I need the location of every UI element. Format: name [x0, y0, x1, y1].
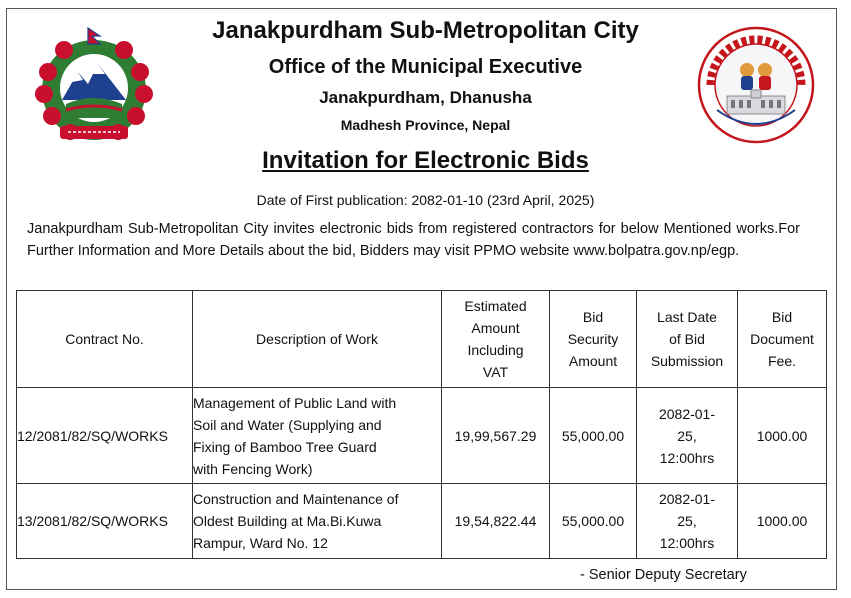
- cell-bid-security: 55,000.00: [550, 484, 637, 559]
- office-name: Office of the Municipal Executive: [268, 56, 583, 78]
- table-row: [17, 484, 827, 559]
- cell-description: Construction and Maintenance of Oldest Building at Ma.Bi.Kuwa Rampur, Ward No. 12: [193, 484, 442, 559]
- header-bid-security: Bid Security Amount: [550, 291, 637, 388]
- municipality-title: Janakpurdham Sub-Metropolitan City: [212, 17, 639, 44]
- cell-last-date: 2082-01- 25, 12:00hrs: [637, 388, 738, 484]
- cell-description: Management of Public Land with Soil and Water (Supplying and Fixing of Bamboo Tree Guard with Fencing Work): [193, 388, 442, 484]
- table-header-row: [17, 291, 827, 388]
- publication-date: Date of First publication: 2082-01-10 (23rd April, 2025): [256, 192, 595, 208]
- header-document-fee: Bid Document Fee.: [738, 291, 827, 388]
- header-estimated-amount: Estimated Amount Including VAT: [442, 291, 550, 388]
- cell-last-date: 2082-01- 25, 12:00hrs: [637, 484, 738, 559]
- table-row: [17, 388, 827, 484]
- signature-line: - Senior Deputy Secretary: [580, 567, 747, 583]
- intro-paragraph: Janakpurdham Sub-Metropolitan City invites electronic bids from registered contractors for below Mentioned works.For Further Information and More Details about the bid, Bidders may visit PPMO website www.bolpatra.gov.np/egp.: [27, 221, 800, 259]
- cell-document-fee: 1000.00: [738, 388, 827, 484]
- cell-document-fee: 1000.00: [738, 484, 827, 559]
- notice-title: Invitation for Electronic Bids: [262, 147, 589, 174]
- cell-bid-security: 55,000.00: [550, 388, 637, 484]
- header-description: Description of Work: [193, 291, 442, 388]
- header-contract-no: Contract No.: [17, 291, 193, 388]
- header-last-date: Last Date of Bid Submission: [637, 291, 738, 388]
- province-name: Madhesh Province, Nepal: [340, 117, 511, 133]
- cell-contract-no: 13/2081/82/SQ/WORKS: [17, 484, 193, 559]
- bids-table: [16, 290, 827, 559]
- cell-estimated-amount: 19,99,567.29: [442, 388, 550, 484]
- cell-estimated-amount: 19,54,822.44: [442, 484, 550, 559]
- office-location: Janakpurdham, Dhanusha: [319, 88, 532, 107]
- cell-contract-no: 12/2081/82/SQ/WORKS: [17, 388, 193, 484]
